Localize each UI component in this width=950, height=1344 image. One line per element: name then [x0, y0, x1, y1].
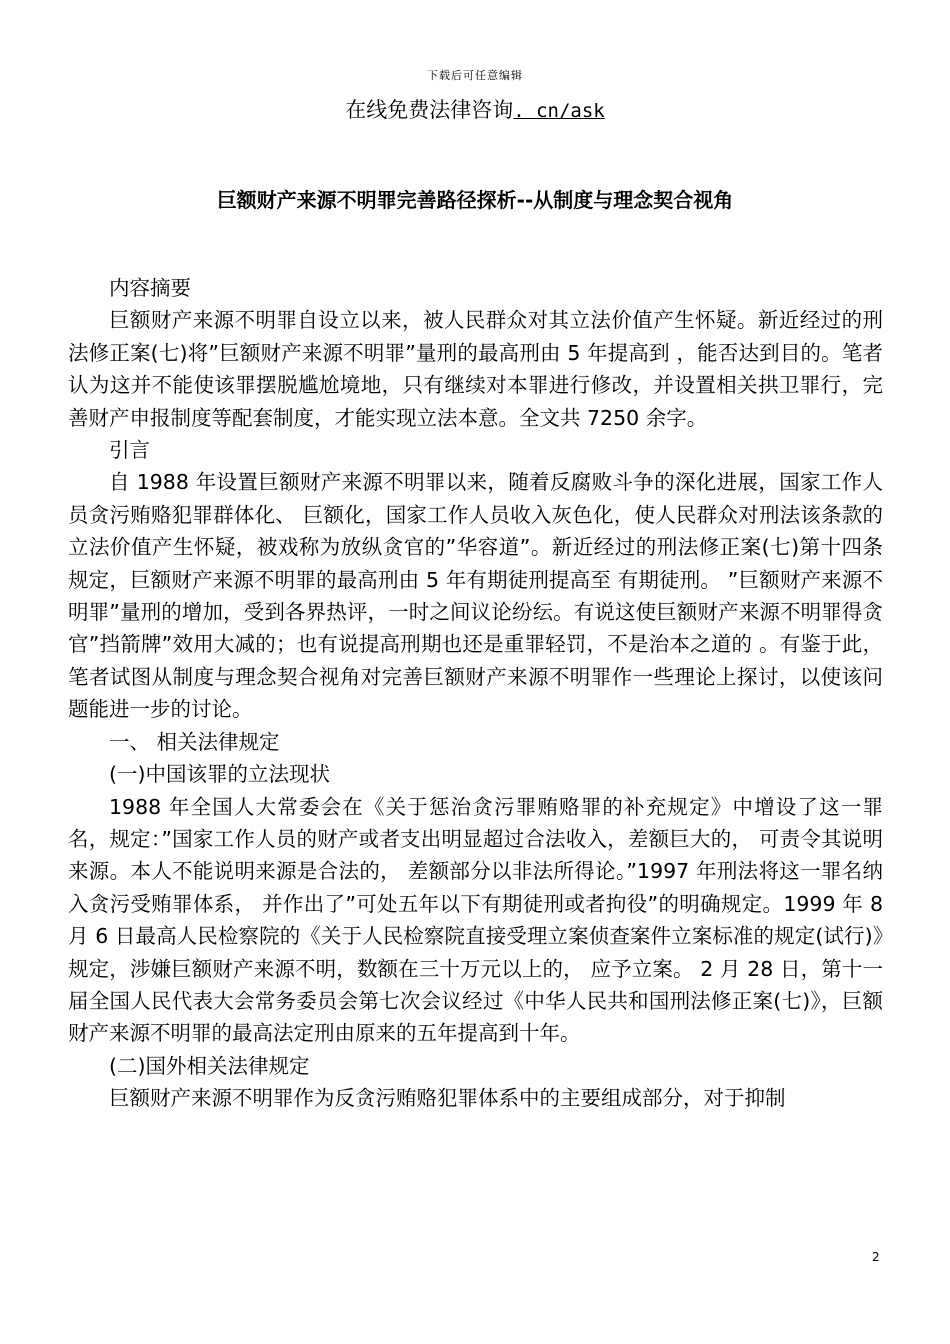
section-heading-intro: 引言 — [109, 438, 150, 463]
header-note: 下载后可任意编辑 — [427, 69, 523, 82]
page-number: 2 — [872, 1250, 880, 1264]
document-body — [68, 272, 883, 1115]
paragraph-legislation: 1988 年全国人大常委会在《关于惩治贪污罪贿赂罪的补充规定》中增设了这一罪名，规定：”国家工作人员的财产或者支出明显超过合法收入，差额巨大的， 可责令其说明来源。本人不能说明来源是合法的， 差额部分以非法所得论。”1997 年刑法将这一罪名纳入贪污受贿罪体系， 并作出了”可处五年以下有期徒刑或者拘役”的明确规定。1999 年 8 月 6 日最高人民检察院的《关于人民检察院直接受理立案侦查案件立案标准的规定(试行)》规定，涉嫌巨额财产来源不明，数额在三十万元以上的， 应予立案。 2 月 28 日，第十一届全国人民代表大会常务委员会第七次会议经过《中华人民共和国刑法修正案(七)》，巨额财产来源不明罪的最高法定刑由原来的五年提高到十年。 — [68, 794, 883, 1046]
header-link-text[interactable]: 在线免费法律咨询 — [345, 98, 514, 122]
subsection-heading-1-1: (一)中国该罪的立法现状 — [109, 762, 330, 787]
section-heading-abstract: 内容摘要 — [109, 276, 191, 300]
header-link[interactable] — [0, 94, 950, 124]
paragraph-abstract: 巨额财产来源不明罪自设立以来，被人民群众对其立法价值产生怀疑。新近经过的刑法修正案(七)将”巨额财产来源不明罪”量刑的最高刑由 5 年提高到 ，能否达到目的。笔者认为这并不能使该罪摆脱尴尬境地，只有继续对本罪进行修改，并设置相关拱卫罪行，完善财产申报制度等配套制度，才能实现立法本意。全文共 7250 余字。 — [68, 308, 883, 430]
section-heading-1: 一、 相关法律规定 — [109, 729, 280, 754]
paragraph-foreign-law: 巨额财产来源不明罪作为反贪污贿赂犯罪体系中的主要组成部分，对于抑制 — [109, 1086, 786, 1111]
paragraph-intro: 自 1988 年设置巨额财产来源不明罪以来，随着反腐败斗争的深化进展，国家工作人员贪污贿赂犯罪群体化、 巨额化，国家工作人员收入灰色化，使人民群众对刑法该条款的立法价值产生怀疑，被戏称为放纵贪官的”华容道”。新近经过的刑法修正案(七)第十四条规定，巨额财产来源不明罪的最高刑由 5 年有期徒刑提高至 有期徒刑。 ”巨额财产来源不明罪”量刑的增加，受到各界热评，一时之间议论纷纭。有说这使巨额财产来源不明罪得贪官”挡箭牌”效用大减的；也有说提高刑期也还是重罪轻罚，不是治本之道的 。有鉴于此，笔者试图从制度与理念契合视角对完善巨额财产来源不明罪作一些理论上探讨，以使该问题能进一步的讨论。 — [68, 470, 883, 722]
document-title: 巨额财产来源不明罪完善路径探析--从制度与理念契合视角 — [216, 188, 734, 212]
header-link-url[interactable]: . cn/ask — [513, 100, 605, 122]
subsection-heading-1-2: (二)国外相关法律规定 — [109, 1053, 310, 1078]
